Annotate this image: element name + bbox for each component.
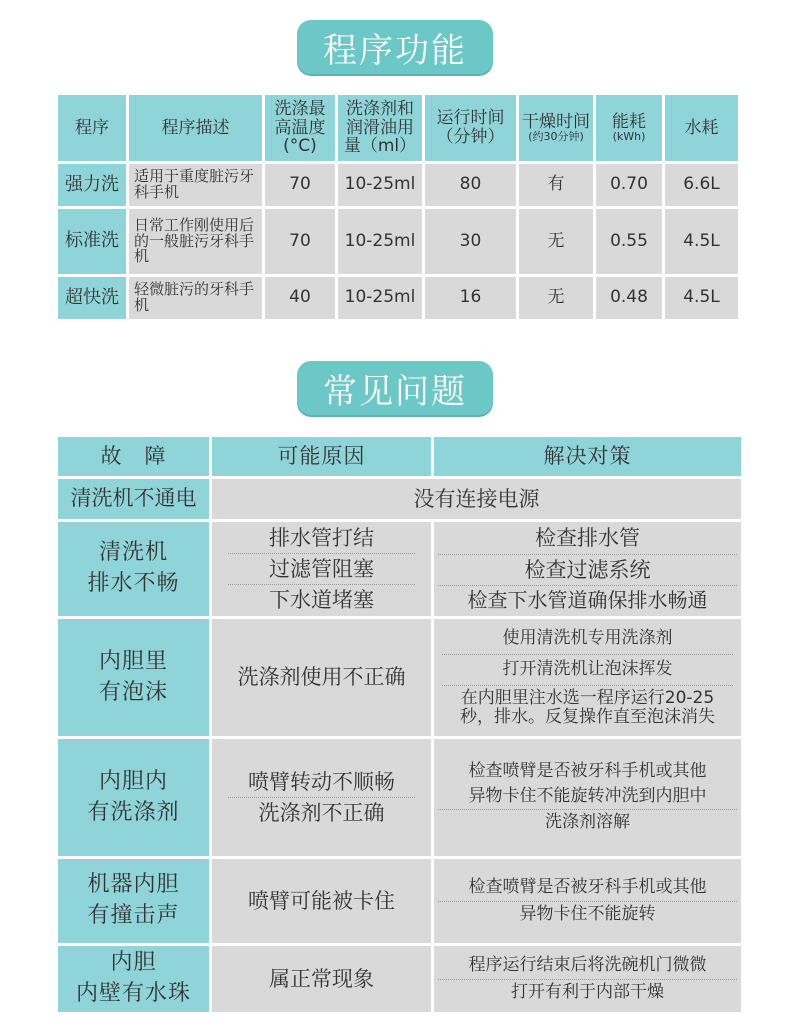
water: 6.6L: [665, 164, 738, 206]
program-description: 轻微脏污的牙科手机: [129, 277, 262, 319]
solution-item: 检查下水管道确保排水畅通: [467, 587, 708, 612]
max-temp: 40: [265, 277, 335, 319]
fault-cell: 清洗机 排水不畅: [58, 522, 209, 616]
water: 4.5L: [665, 277, 738, 319]
detergent-amount: 10-25ml: [338, 164, 422, 206]
header-max-temp: 洗涤最 高温度 (°C): [265, 95, 335, 161]
solution-cell: [434, 946, 741, 1012]
cause-solution-cell: 没有连接电源: [212, 479, 741, 519]
fault-cell: 内胆内 有洗涤剂: [58, 739, 209, 856]
header-run-time: 运行时间 （分钟）: [425, 95, 516, 161]
water: 4.5L: [665, 209, 738, 274]
header-description: 程序描述: [129, 95, 262, 161]
run-time: 30: [425, 209, 516, 274]
max-temp: 70: [265, 209, 335, 274]
solution-item: 检查排水管: [438, 523, 737, 554]
solution-item: 打开有利于内部干燥: [511, 981, 664, 1002]
dry-time: 无: [519, 277, 593, 319]
solution-item: 秒，排水。反复操作直至泡沫消失: [460, 707, 715, 728]
table-row: [58, 946, 741, 1012]
program-function-table: [55, 92, 741, 322]
header-cause: 可能原因: [212, 437, 431, 476]
table-row: [58, 164, 738, 206]
solution-item: 异物卡住不能旋转: [519, 903, 656, 924]
run-time: 16: [425, 277, 516, 319]
solution-cell: [434, 859, 741, 943]
header-energy: 能耗 (kWh): [596, 95, 662, 161]
table-header-row: [58, 95, 738, 161]
solution-item: 使用清洗机专用洗涤剂: [442, 624, 733, 655]
cause-cell: 喷臂可能被卡住: [212, 859, 431, 943]
solution-cell: [434, 739, 741, 856]
solution-item: 洗涤剂溶解: [545, 812, 630, 833]
program-name: 标准洗: [58, 209, 126, 274]
fault-cell: 内胆 内壁有水珠: [58, 946, 209, 1012]
fault-cell: 清洗机不通电: [58, 479, 209, 519]
cause-item: 下水道堵塞: [269, 588, 374, 613]
program-description: 适用于重度脏污牙科手机: [129, 164, 262, 206]
cause-item: 洗涤剂不正确: [258, 801, 385, 825]
cause-item: 喷臂转动不顺畅: [228, 767, 415, 798]
solution-item: 检查喷臂是否被牙科手机或其他: [438, 875, 737, 902]
run-time: 80: [425, 164, 516, 206]
header-water: 水耗: [665, 95, 738, 161]
solution-item: 在内胆里注水选一程序运行20-25: [460, 687, 715, 708]
table-row: [58, 209, 738, 274]
detergent-amount: 10-25ml: [338, 277, 422, 319]
energy: 0.55: [596, 209, 662, 274]
section-title-program-functions: 程序功能: [297, 20, 493, 74]
table-row: [58, 522, 741, 616]
fault-cell: 机器内胆 有撞击声: [58, 859, 209, 943]
section-title-faq: 常见问题: [297, 361, 493, 415]
cause-cell: [212, 739, 431, 856]
cause-item: 排水管打结: [228, 523, 415, 554]
dry-time: 有: [519, 164, 593, 206]
header-solution: 解决对策: [434, 437, 741, 476]
energy: 0.70: [596, 164, 662, 206]
header-detergent: 洗涤剂和 润滑油用 量（ml）: [338, 95, 422, 161]
solution-cell: [434, 619, 741, 736]
solution-item: 异物卡住不能旋转冲洗到内胆中: [438, 784, 737, 811]
header-dry-time: 干燥时间 (约30分钟): [519, 95, 593, 161]
header-program: 程序: [58, 95, 126, 161]
max-temp: 70: [265, 164, 335, 206]
cause-cell: 洗涤剂使用不正确: [212, 619, 431, 736]
cause-item: 过滤管阻塞: [228, 554, 415, 585]
energy: 0.48: [596, 277, 662, 319]
program-name: 强力洗: [58, 164, 126, 206]
table-row: [58, 619, 741, 736]
header-fault: 故 障: [58, 437, 209, 476]
program-name: 超快洗: [58, 277, 126, 319]
solution-item: 检查过滤系统: [438, 555, 737, 586]
table-header-row: [58, 437, 741, 476]
solution-cell: [434, 522, 741, 616]
table-row: [58, 479, 741, 519]
solution-item: 打开清洗机让泡沫挥发: [442, 655, 733, 686]
dry-time: 无: [519, 209, 593, 274]
table-row: [58, 859, 741, 943]
program-description: 日常工作刚使用后的一般脏污牙科手机: [129, 209, 262, 274]
cause-cell: 属正常现象: [212, 946, 431, 1012]
table-row: [58, 739, 741, 856]
cause-cell: [212, 522, 431, 616]
detergent-amount: 10-25ml: [338, 209, 422, 274]
fault-cell: 内胆里 有泡沫: [58, 619, 209, 736]
solution-item: 检查喷臂是否被牙科手机或其他: [468, 761, 707, 782]
solution-item: 程序运行结束后将洗碗机门微微: [438, 953, 737, 980]
table-row: [58, 277, 738, 319]
faq-table: [55, 434, 744, 1015]
